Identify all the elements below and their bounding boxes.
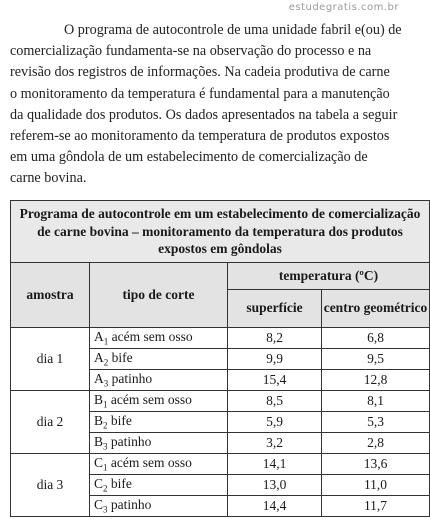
sample-index: 3 [103, 378, 109, 389]
center-temp-cell: 11,0 [322, 474, 430, 495]
paragraph-line: da qualidade dos produtos. Os dados apresentados na tabela a seguir [10, 106, 398, 123]
surface-temp-cell: 14,1 [228, 453, 322, 474]
site-watermark: estudegratis.com.br [288, 2, 399, 13]
cut-name: bife [110, 412, 132, 428]
surface-temp-cell: 9,9 [228, 348, 322, 369]
paragraph-line: comercialização fundamenta-se na observação do processo e na [10, 43, 372, 60]
paragraph-line: O programa de autocontrole de uma unidade fabril e(ou) de [64, 22, 402, 38]
temperature-table [10, 200, 430, 517]
surface-temp-cell: 15,4 [228, 369, 322, 390]
cut-name: patinho [110, 433, 152, 449]
paragraph-line: carne bovina. [10, 170, 87, 187]
header-amostra: amostra [11, 262, 90, 327]
day-cell: dia 3 [11, 453, 90, 516]
sample-letter: B [94, 391, 104, 407]
cut-cell [90, 495, 228, 516]
sample-index: 2 [103, 420, 108, 431]
header-tipo-de-corte: tipo de corte [90, 262, 228, 327]
cut-cell [90, 348, 228, 369]
paragraph-line: o monitoramento da temperatura é fundamental para a manutenção [10, 85, 390, 102]
surface-temp-cell: 13,0 [228, 474, 322, 495]
cut-name: bife [110, 475, 132, 491]
table-body [11, 327, 430, 516]
table-title: Programa de autocontrole em um estabelecimento de comercialização de carne bovina – monitoramento da temperatura dos produtos expostos em gôndolas [11, 201, 430, 263]
day-cell: dia 2 [11, 390, 90, 453]
sample-index: 3 [103, 441, 108, 452]
sample-letter: C [94, 475, 104, 491]
sample-letter: B [94, 433, 104, 449]
surface-temp-cell: 5,9 [228, 411, 322, 432]
sample-letter: C [94, 496, 104, 512]
cut-name: acém sem osso [110, 391, 192, 407]
center-temp-cell: 2,8 [322, 432, 430, 453]
center-temp-cell: 9,5 [322, 348, 430, 369]
cut-cell [90, 432, 228, 453]
sample-letter: C [94, 454, 104, 470]
surface-temp-cell: 14,4 [228, 495, 322, 516]
cut-cell [90, 453, 228, 474]
table-row [11, 327, 430, 348]
surface-temp-cell: 8,2 [228, 327, 322, 348]
center-temp-cell: 5,3 [322, 411, 430, 432]
center-temp-cell: 12,8 [322, 369, 430, 390]
cut-name: patinho [111, 370, 153, 386]
cut-cell [90, 474, 228, 495]
sample-index: 2 [103, 483, 108, 494]
cut-name: acém sem osso [111, 328, 193, 344]
sample-letter: A [94, 370, 104, 386]
header-centro-geometrico: centro geométrico [322, 289, 430, 327]
table-row [11, 390, 430, 411]
sample-letter: B [94, 412, 104, 428]
cut-cell [90, 411, 228, 432]
center-temp-cell: 11,7 [322, 495, 430, 516]
sample-index: 1 [103, 336, 109, 347]
surface-temp-cell: 3,2 [228, 432, 322, 453]
cut-name: acém sem osso [110, 454, 192, 470]
paragraph-line: revisão dos registros de informações. Na cadeia produtiva de carne [10, 64, 390, 81]
surface-temp-cell: 8,5 [228, 390, 322, 411]
paragraph-line: referem-se ao monitoramento da temperatura de produtos expostos [10, 128, 390, 145]
center-temp-cell: 8,1 [322, 390, 430, 411]
header-temperatura: temperatura (ºC) [228, 262, 430, 289]
sample-index: 2 [103, 357, 109, 368]
cut-name: patinho [110, 496, 152, 512]
sample-letter: A [94, 349, 104, 365]
sample-letter: A [94, 328, 104, 344]
header-superficie: superfície [228, 289, 322, 327]
cut-cell [90, 327, 228, 348]
sample-index: 3 [103, 504, 108, 515]
center-temp-cell: 13,6 [322, 453, 430, 474]
cut-name: bife [111, 349, 133, 365]
center-temp-cell: 6,8 [322, 327, 430, 348]
paragraph-line: em uma gôndola de um estabelecimento de comercialização de [10, 149, 368, 166]
intro-paragraph [10, 20, 430, 190]
sample-index: 1 [103, 399, 108, 410]
table-row [11, 453, 430, 474]
day-cell: dia 1 [11, 327, 90, 390]
sample-index: 1 [103, 462, 108, 473]
cut-cell [90, 369, 228, 390]
cut-cell [90, 390, 228, 411]
